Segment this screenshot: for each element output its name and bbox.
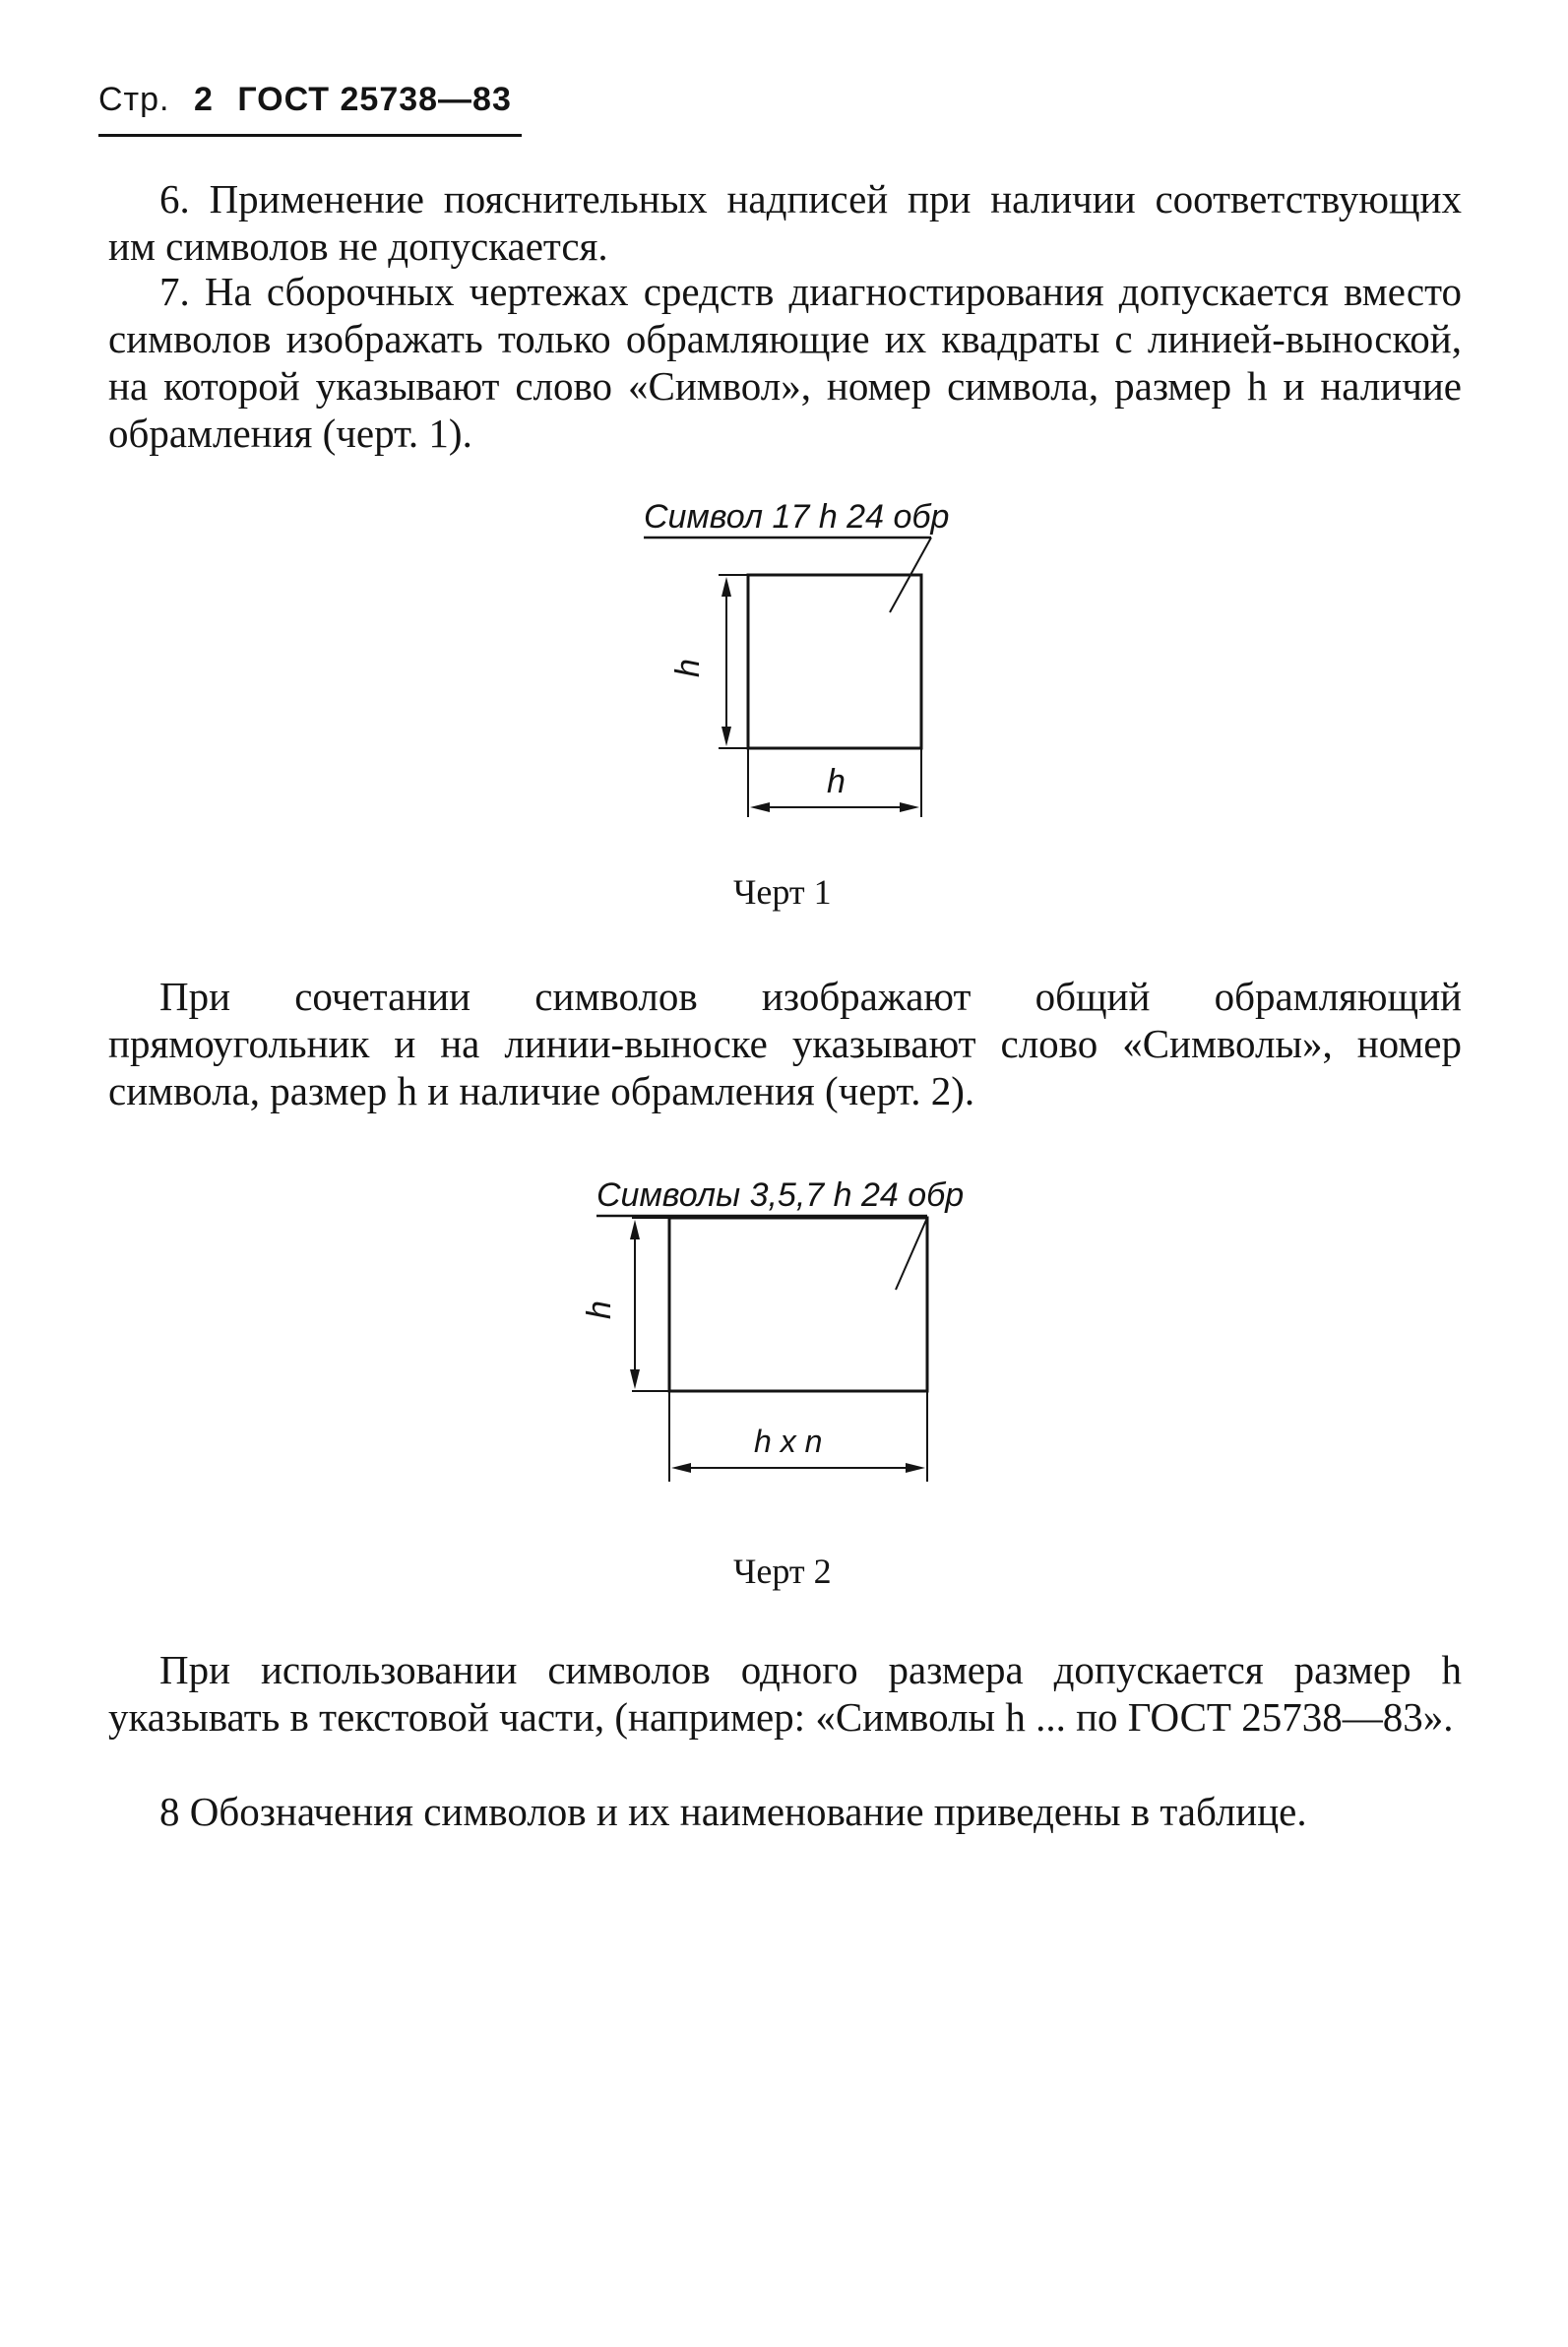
paragraph-7: 7. На сборочных чертежах средств диагностирования допускается вместо символов изображать только обрамляющие их квадраты с линией-выноской, на которой указывают слово «Символ», номер символа, размер h и наличие обрамления (черт. 1). [108, 269, 1462, 456]
figure-1-horizontal-dim: h [827, 763, 846, 800]
paragraph-6: 6. Применение пояснительных надписей при наличии соответствующих им символов не допускается. [108, 176, 1462, 269]
figure-1-leader-label: Символ 17 h 24 обр [644, 498, 950, 536]
paragraph-combo: При сочетании символов изображают общий обрамляющий прямоугольник и на линии-выноске указывают слово «Символы», номер символа, размер h и наличие обрамления (черт. 2). [108, 974, 1462, 1113]
standard-number: ГОСТ 25738—83 [237, 81, 512, 118]
figure-2-horizontal-dim: h x n [754, 1424, 823, 1459]
figure-1-caption: Черт 1 [733, 872, 832, 912]
header-underline [98, 134, 522, 137]
page-label: Стр. [98, 81, 170, 118]
figure-2-caption: Черт 2 [733, 1552, 832, 1591]
page-header [98, 81, 512, 119]
page-number: 2 [193, 81, 214, 118]
figure-1-drawing [630, 482, 955, 837]
figure-2-leader-label: Символы 3,5,7 h 24 обр [596, 1176, 965, 1214]
figure-2-vertical-dim: h [581, 1300, 618, 1319]
figure-1-vertical-dim: h [669, 659, 707, 677]
figure-2-drawing [571, 1167, 965, 1521]
paragraph-8: 8 Обозначения символов и их наименование приведены в таблице. [159, 1789, 1307, 1834]
paragraph-size: При использовании символов одного размера допускается размер h указывать в текстовой части, (например: «Символы h ... по ГОСТ 25738—83». [108, 1647, 1462, 1740]
